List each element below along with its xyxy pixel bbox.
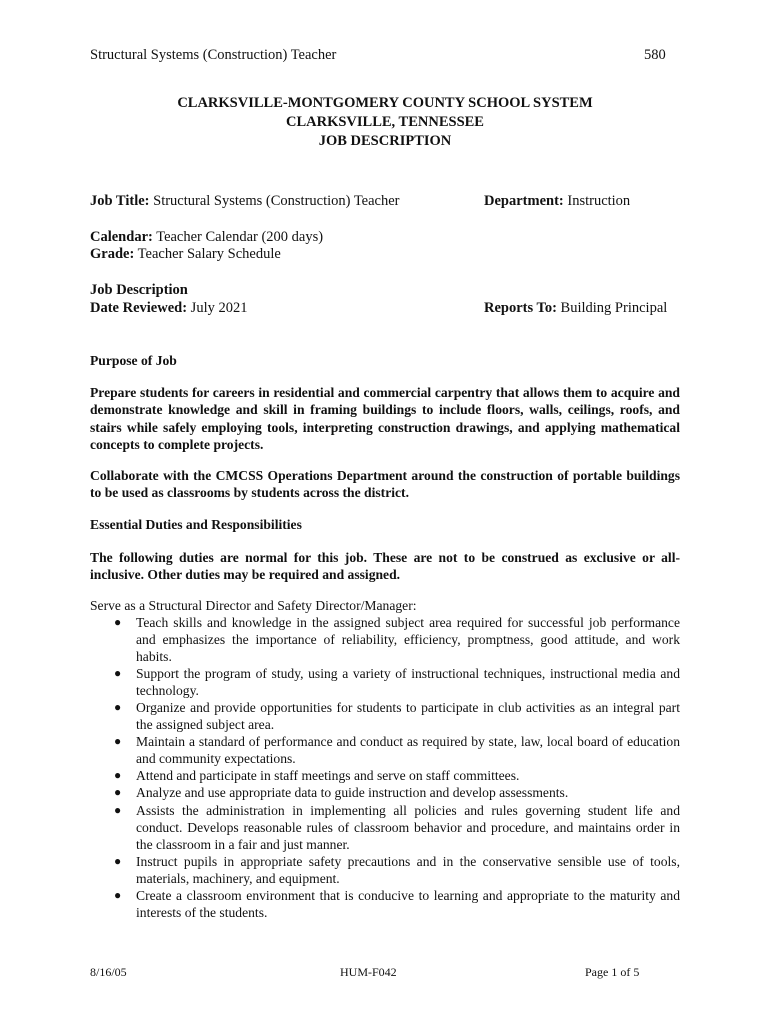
- duties-intro: Serve as a Structural Director and Safety Director/Manager:: [90, 598, 417, 613]
- bullet-icon: ●: [114, 615, 122, 629]
- reports-to-field: [484, 300, 667, 317]
- duties-note: The following duties are normal for this job. These are not to be construed as exclusive or all-inclusive. Other duties may be required and assigned.: [90, 550, 680, 583]
- bullet-icon: ●: [114, 887, 122, 902]
- bullet-icon: ●: [114, 666, 122, 681]
- job-title-label: Job Title:: [90, 193, 150, 209]
- bullet-icon: ●: [114, 853, 122, 868]
- footer-form-code: HUM-F042: [340, 965, 397, 979]
- duty-list-item: [90, 767, 680, 784]
- duty-list-item: [90, 853, 680, 887]
- document-type: JOB DESCRIPTION: [318, 133, 452, 149]
- title-block: [90, 94, 680, 151]
- duty-text: Teach skills and knowledge in the assigned subject area required for successful job performance and emphasizes the importance of reliability, efficiency, promptness, good attitude, and work habits.: [136, 615, 680, 665]
- duty-text: Analyze and use appropriate data to guide instruction and develop assessments.: [136, 785, 569, 801]
- bullet-icon: ●: [114, 700, 122, 715]
- duty-text: Instruct pupils in appropriate safety precautions and in the conservative sensible use of tools, materials, machinery, and equipment.: [136, 853, 680, 886]
- duty-list-item: [90, 784, 680, 801]
- date-reviewed-label: Date Reviewed:: [90, 300, 188, 316]
- duty-list-item: [90, 802, 680, 853]
- duty-text: Organize and provide opportunities for students to participate in club activities as an integral part the assigned subject area.: [136, 700, 680, 733]
- job-title-value: Structural Systems (Construction) Teacher: [153, 193, 400, 209]
- job-description-heading: [90, 282, 188, 299]
- purpose-heading: Purpose of Job: [90, 353, 177, 368]
- duty-text: Assists the administration in implementing all policies and rules governing student life and conduct. Develops reasonable rules of classroom behavior and procedure, and maintains order in the classroom in a fair and just manner.: [136, 802, 680, 852]
- duty-text: Create a classroom environment that is conducive to learning and appropriate to the maturity and interests of the students.: [136, 887, 680, 920]
- reports-to-value: Building Principal: [560, 300, 668, 316]
- purpose-paragraph-1: Prepare students for careers in residential and commercial carpentry that allows them to acquire and demonstrate knowledge and skill in framing buildings to include floors, walls, ceilings, roofs, and stairs while safely employing tools, interpreting construction drawings, and applying mathematical concepts to complete projects.: [90, 385, 680, 452]
- date-reviewed-value: July 2021: [190, 300, 248, 316]
- department-value: Instruction: [567, 193, 631, 209]
- calendar-field: [90, 229, 323, 246]
- department-label: Department:: [484, 193, 564, 209]
- duty-list-item: [90, 699, 680, 733]
- date-reviewed-field: [90, 300, 247, 317]
- grade-label: Grade:: [90, 246, 135, 262]
- organization-location: CLARKSVILLE, TENNESSEE: [286, 114, 484, 130]
- reports-to-label: Reports To:: [484, 300, 557, 316]
- duty-list-item: [90, 733, 680, 767]
- duty-list-item: [90, 887, 680, 921]
- grade-field: [90, 246, 281, 263]
- calendar-label: Calendar:: [90, 229, 153, 245]
- duties-list: [90, 614, 680, 921]
- bullet-icon: ●: [114, 802, 122, 817]
- calendar-value: Teacher Calendar (200 days): [156, 229, 324, 245]
- organization-name: CLARKSVILLE-MONTGOMERY COUNTY SCHOOL SYSTEM: [177, 95, 593, 111]
- duties-heading: Essential Duties and Responsibilities: [90, 517, 302, 532]
- job-description-label: Job Description: [90, 282, 188, 298]
- document-number: 580: [644, 47, 666, 63]
- duty-text: Maintain a standard of performance and conduct as required by state, law, local board of education and community expectations.: [136, 734, 680, 767]
- footer-page-number: Page 1 of 5: [585, 965, 640, 979]
- duty-list-item: [90, 614, 680, 665]
- footer-date: 8/16/05: [90, 965, 127, 979]
- duty-text: Support the program of study, using a variety of instructional techniques, instructional media and technology.: [136, 666, 680, 699]
- bullet-icon: ●: [114, 734, 122, 749]
- bullet-icon: ●: [114, 785, 122, 800]
- department-field: [484, 193, 630, 210]
- bullet-icon: ●: [114, 768, 122, 783]
- purpose-paragraph-2: Collaborate with the CMCSS Operations Department around the construction of portable buildings to be used as classrooms by students across the district.: [90, 468, 680, 501]
- document-header-title: Structural Systems (Construction) Teacher: [90, 47, 337, 63]
- duty-list-item: [90, 665, 680, 699]
- duty-text: Attend and participate in staff meetings and serve on staff committees.: [136, 768, 520, 784]
- grade-value: Teacher Salary Schedule: [137, 246, 281, 262]
- job-title-field: [90, 193, 400, 210]
